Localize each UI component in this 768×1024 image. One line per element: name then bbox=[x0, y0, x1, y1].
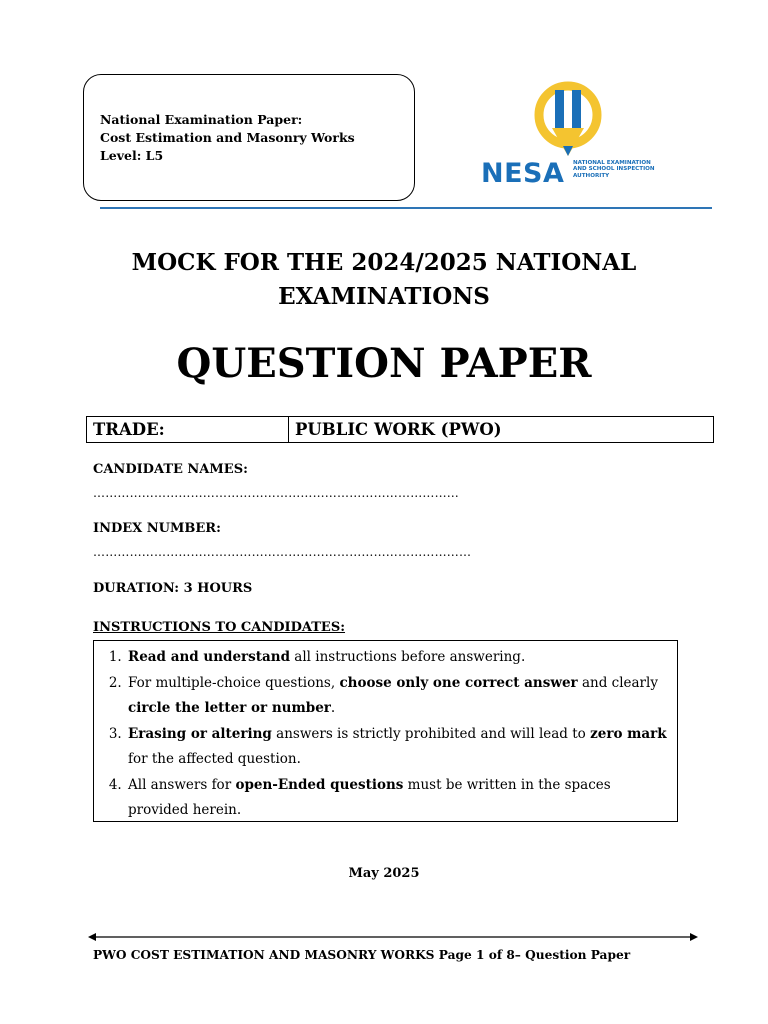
exam-paper-label: National Examination Paper: bbox=[100, 112, 303, 127]
instructions-heading: INSTRUCTIONS TO CANDIDATES: bbox=[93, 620, 346, 635]
duration: DURATION: 3 HOURS bbox=[93, 581, 253, 596]
header-rule bbox=[100, 207, 712, 209]
mock-title: MOCK FOR THE 2024/2025 NATIONAL EXAMINATIONS bbox=[131, 249, 637, 310]
nesa-pencil-emblem-icon bbox=[528, 80, 608, 158]
candidate-names-field[interactable]: ……………………………………………………………………………… bbox=[93, 486, 459, 500]
instructions-list bbox=[104, 645, 667, 824]
logo-wordmark: NESA bbox=[481, 158, 565, 189]
logo-authority-text: NATIONAL EXAMINATION AND SCHOOL INSPECTION AUTHORITY bbox=[573, 160, 655, 179]
instruction-item: 3. Erasing or altering answers is strictly prohibited and will lead to zero mark for the affected question. bbox=[126, 722, 667, 773]
page-footer: PWO COST ESTIMATION AND MASONRY WORKS Page 1 of 8– Question Paper bbox=[93, 948, 631, 962]
trade-label: TRADE: bbox=[87, 417, 289, 442]
exam-level: Level: L5 bbox=[100, 148, 164, 163]
footer-arrow-line bbox=[88, 931, 698, 943]
instruction-item: 1. Read and understand all instructions before answering. bbox=[126, 645, 667, 671]
exam-subject: Cost Estimation and Masonry Works bbox=[100, 130, 355, 145]
exam-date: May 2025 bbox=[348, 866, 420, 881]
candidate-names-label: CANDIDATE NAMES: bbox=[93, 462, 248, 477]
trade-value: PUBLIC WORK (PWO) bbox=[295, 420, 502, 439]
instruction-item: 2. For multiple-choice questions, choose only one correct answer and clearly circle the letter or number. bbox=[126, 671, 667, 722]
index-number-field[interactable]: ………………………………………………………………………………… bbox=[93, 545, 472, 559]
index-number-label: INDEX NUMBER: bbox=[93, 521, 221, 536]
trade-table bbox=[86, 416, 714, 443]
instruction-item: 4. All answers for open-Ended questions must be written in the spaces provided herein. bbox=[126, 773, 667, 824]
question-paper-title: QUESTION PAPER bbox=[176, 340, 592, 387]
instructions-box bbox=[93, 640, 678, 822]
exam-info-box bbox=[83, 74, 415, 201]
nesa-logo bbox=[480, 80, 680, 190]
